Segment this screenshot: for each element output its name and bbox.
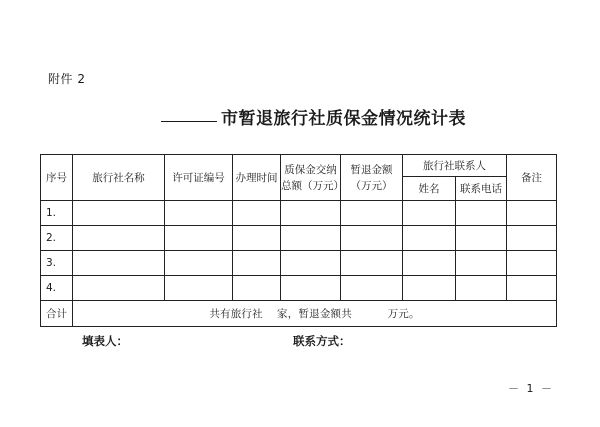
- row-number: 4.: [41, 276, 73, 301]
- table-row: [41, 226, 557, 251]
- header-contact-group: 旅行社联系人: [403, 155, 507, 177]
- total-row: [41, 301, 557, 327]
- row-number: 3.: [41, 251, 73, 276]
- cell-remarks: [507, 251, 557, 276]
- table-row: [41, 251, 557, 276]
- cell-contact-phone: [456, 251, 507, 276]
- header-row-top: [41, 155, 557, 177]
- cell-contact-phone: [456, 276, 507, 301]
- header-index: 序号: [41, 155, 73, 201]
- row-number: 2.: [41, 226, 73, 251]
- contact-label: 联系方式：: [293, 334, 351, 348]
- header-contact-name: 姓名: [403, 177, 456, 201]
- header-deposit-total: 质保金交纳 总额（万元）: [281, 155, 341, 201]
- header-agency-name: 旅行社名称: [73, 155, 165, 201]
- total-summary: 共有旅行社 家，暂退金额共 万元。: [73, 301, 557, 327]
- cell-agency-name: [73, 251, 165, 276]
- total-label: 合计: [41, 301, 73, 327]
- cell-contact-phone: [456, 226, 507, 251]
- cell-deposit-total: [281, 201, 341, 226]
- cell-contact-name: [403, 201, 456, 226]
- document-title: [161, 104, 466, 129]
- header-remarks: 备注: [507, 155, 557, 201]
- cell-deposit-total: [281, 251, 341, 276]
- page-number: － 1 －: [508, 382, 554, 395]
- cell-agency-name: [73, 201, 165, 226]
- cell-remarks: [507, 226, 557, 251]
- cell-agency-name: [73, 226, 165, 251]
- cell-refund-amount: [341, 251, 403, 276]
- cell-process-time: [233, 251, 281, 276]
- row-number: 1.: [41, 201, 73, 226]
- header-license-no: 许可证编号: [165, 155, 233, 201]
- cell-contact-phone: [456, 201, 507, 226]
- cell-deposit-total: [281, 226, 341, 251]
- header-process-time: 办理时间: [233, 155, 281, 201]
- cell-contact-name: [403, 226, 456, 251]
- cell-remarks: [507, 276, 557, 301]
- cell-license-no: [165, 251, 233, 276]
- cell-process-time: [233, 276, 281, 301]
- cell-contact-name: [403, 251, 456, 276]
- title-text: 市暂退旅行社质保金情况统计表: [221, 109, 466, 129]
- cell-license-no: [165, 276, 233, 301]
- header-contact-phone: 联系电话: [456, 177, 507, 201]
- filler-label: 填表人：: [82, 334, 128, 348]
- cell-agency-name: [73, 276, 165, 301]
- cell-license-no: [165, 226, 233, 251]
- table-row: [41, 276, 557, 301]
- cell-refund-amount: [341, 276, 403, 301]
- attachment-label: 附件 2: [48, 72, 86, 86]
- title-city-blank: [161, 121, 217, 122]
- table-row: [41, 201, 557, 226]
- cell-remarks: [507, 201, 557, 226]
- cell-process-time: [233, 226, 281, 251]
- cell-refund-amount: [341, 226, 403, 251]
- cell-refund-amount: [341, 201, 403, 226]
- cell-process-time: [233, 201, 281, 226]
- cell-license-no: [165, 201, 233, 226]
- cell-deposit-total: [281, 276, 341, 301]
- statistics-table: [40, 154, 557, 327]
- cell-contact-name: [403, 276, 456, 301]
- header-refund-amount: 暂退金额 （万元）: [341, 155, 403, 201]
